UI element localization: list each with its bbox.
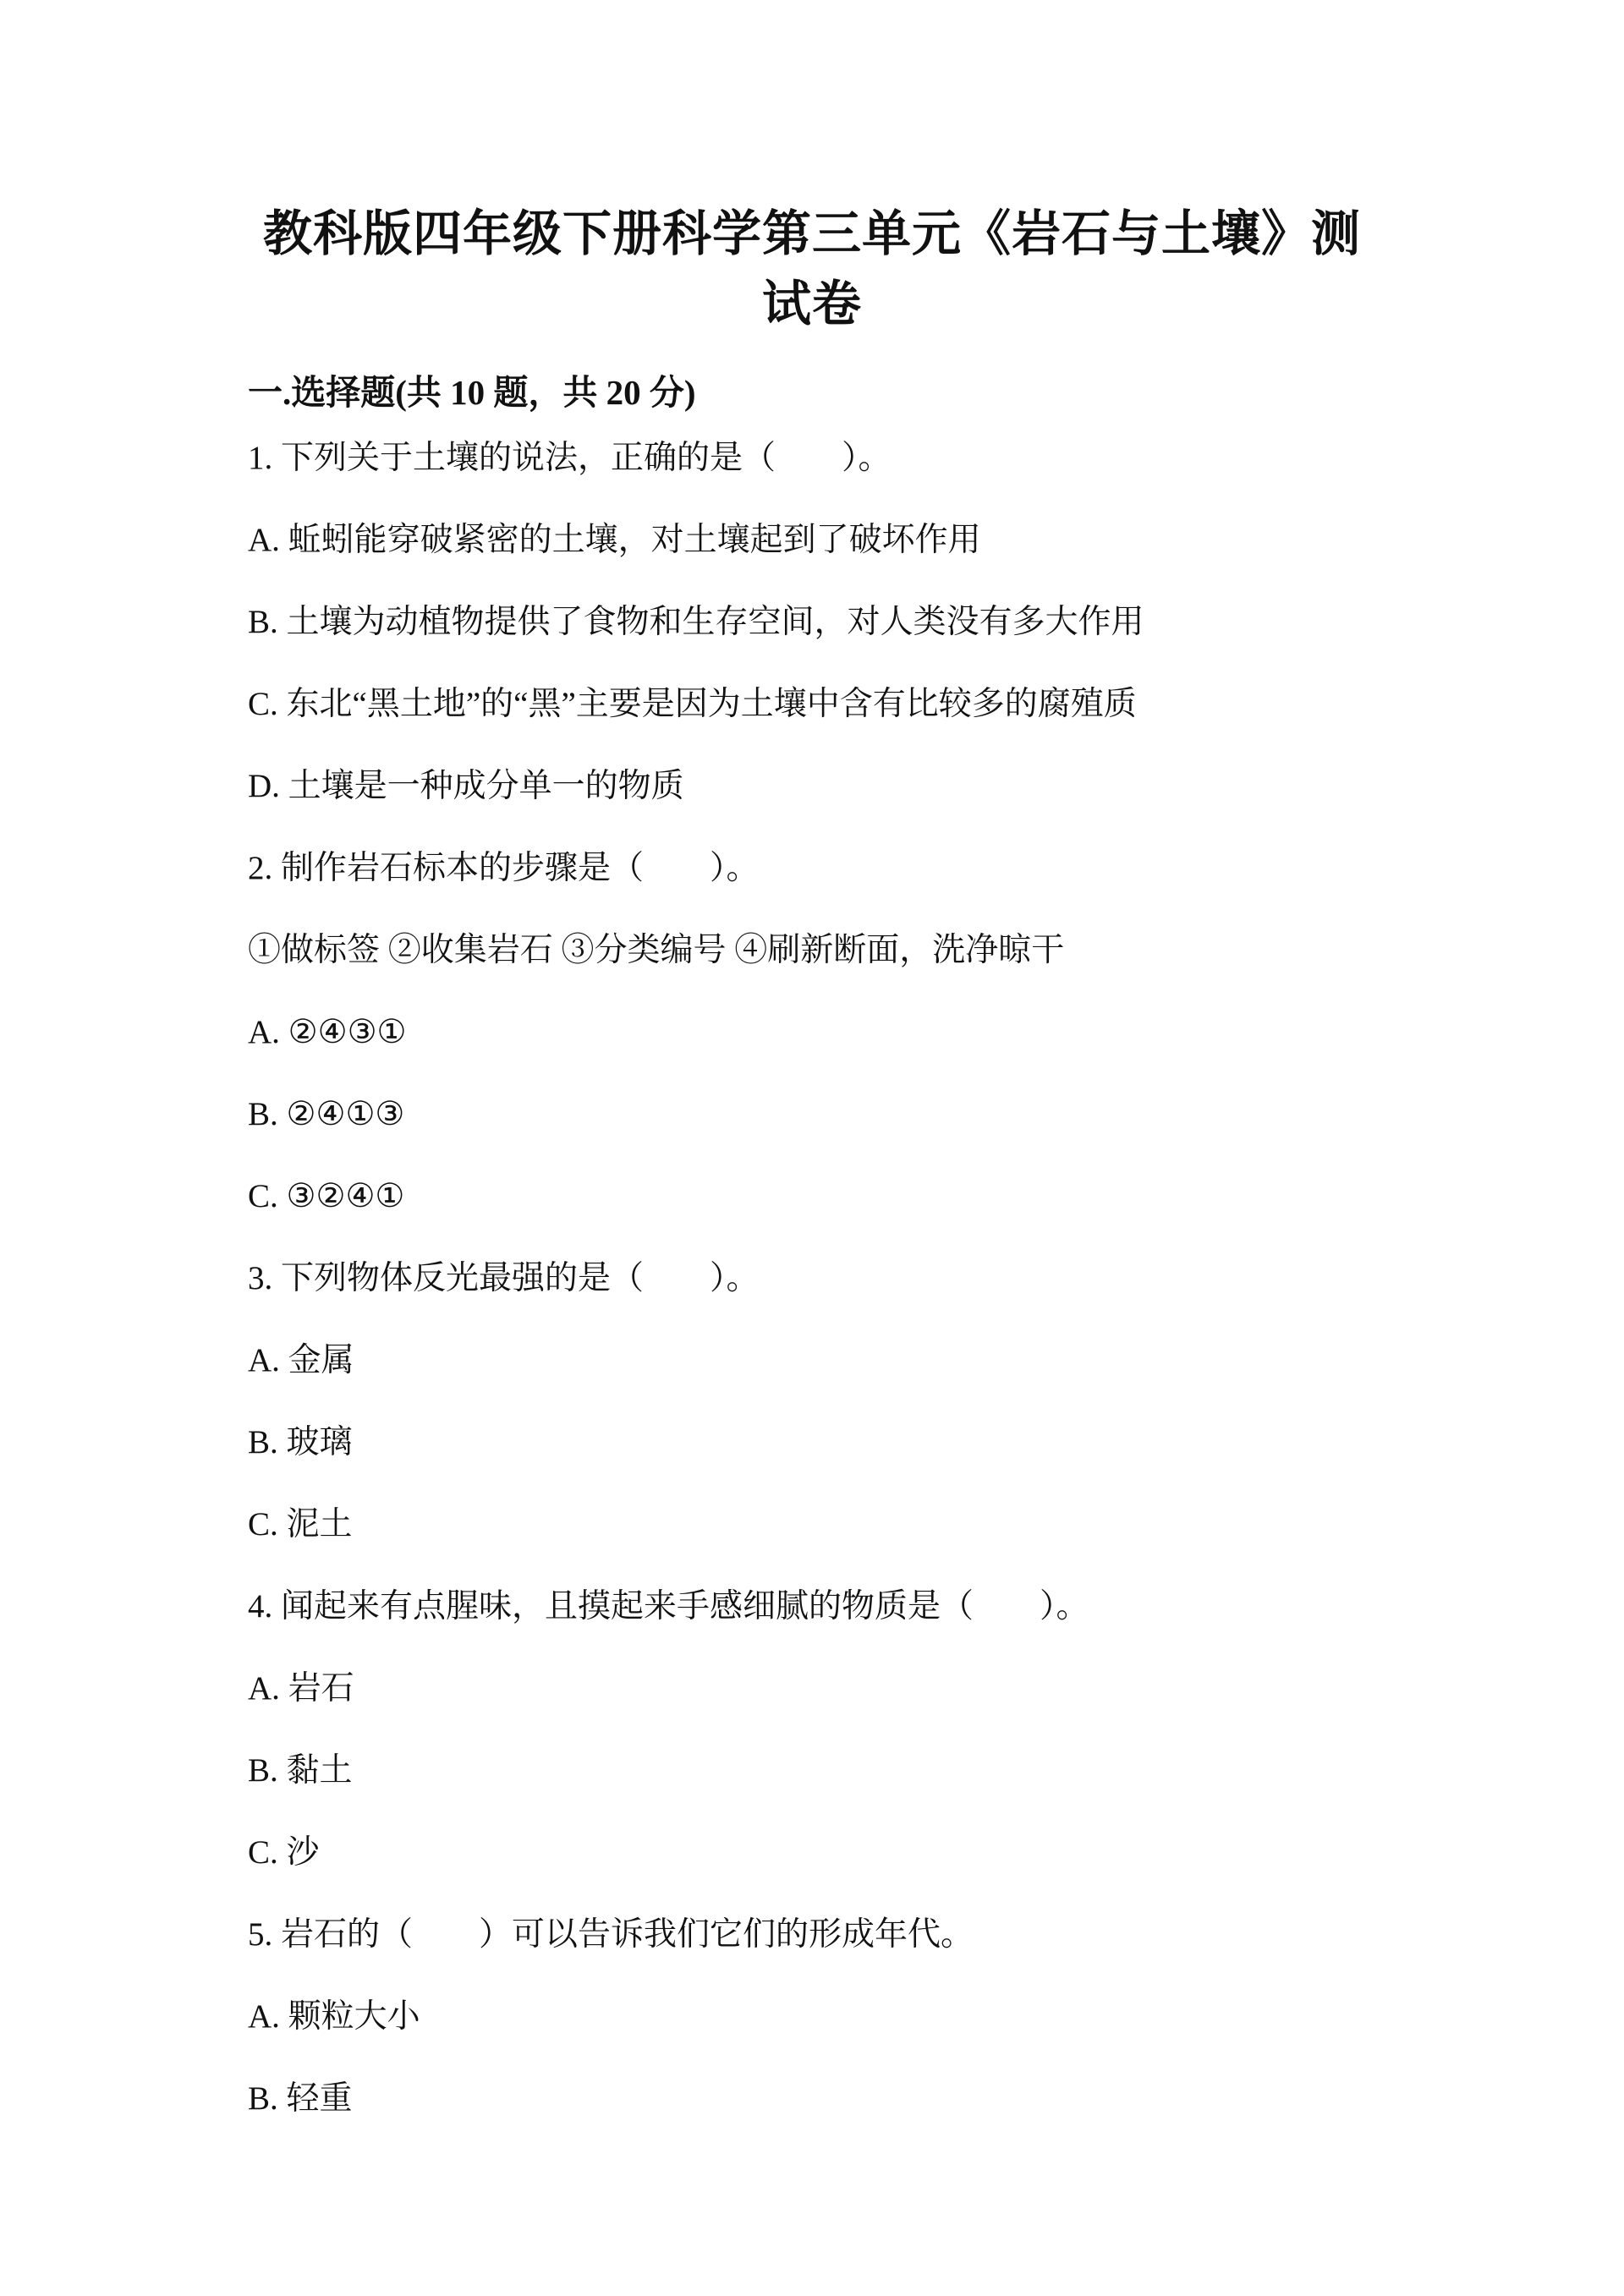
question-5-text: 5. 岩石的（ ）可以告诉我们它们的形成年代。 (248, 1916, 974, 1953)
question-2-option-3: C. ③②④① (248, 1178, 405, 1214)
question-2-text: 2. 制作岩石标本的步骤是（ ）。 (248, 850, 760, 886)
question-2-note: ①做标签 ②收集岩石 ③分类编号 ④刷新断面，洗净晾干 (248, 932, 1065, 968)
question-4-option-3: C. 沙 (248, 1834, 320, 1871)
document-title-line-1: 教科版四年级下册科学第三单元《岩石与土壤》测 (262, 206, 1361, 261)
question-1-option-1: A. 蚯蚓能穿破紧密的土壤，对土壤起到了破坏作用 (248, 522, 981, 558)
question-1-option-2: B. 土壤为动植物提供了食物和生存空间，对人类没有多大作用 (248, 604, 1144, 640)
question-4-text: 4. 闻起来有点腥味，且摸起来手感细腻的物质是（ ）。 (248, 1588, 1089, 1625)
question-1-text: 1. 下列关于土壤的说法，正确的是（ ）。 (248, 440, 892, 476)
question-3-text: 3. 下列物体反光最强的是（ ）。 (248, 1260, 760, 1296)
section-heading: 一.选择题(共 10 题，共 20 分) (248, 373, 696, 412)
question-1-option-3: C. 东北“黑土地”的“黑”主要是因为土壤中含有比较多的腐殖质 (248, 686, 1137, 722)
question-2-option-1: A. ②④③① (248, 1014, 407, 1050)
question-5-option-1: A. 颗粒大小 (248, 1998, 420, 2035)
question-3-option-2: B. 玻璃 (248, 1424, 353, 1460)
questions-list (0, 437, 1624, 2119)
question-2-option-2: B. ②④①③ (248, 1096, 405, 1132)
question-1-option-4: D. 土壤是一种成分单一的物质 (248, 768, 684, 804)
question-3-option-3: C. 泥土 (248, 1506, 353, 1543)
document-title-line-2: 试卷 (761, 277, 862, 332)
question-5-option-2: B. 轻重 (248, 2080, 353, 2117)
question-3-option-1: A. 金属 (248, 1342, 354, 1378)
question-4-option-1: A. 岩石 (248, 1670, 354, 1707)
document-title (0, 199, 1624, 339)
question-4-option-2: B. 黏土 (248, 1752, 353, 1789)
